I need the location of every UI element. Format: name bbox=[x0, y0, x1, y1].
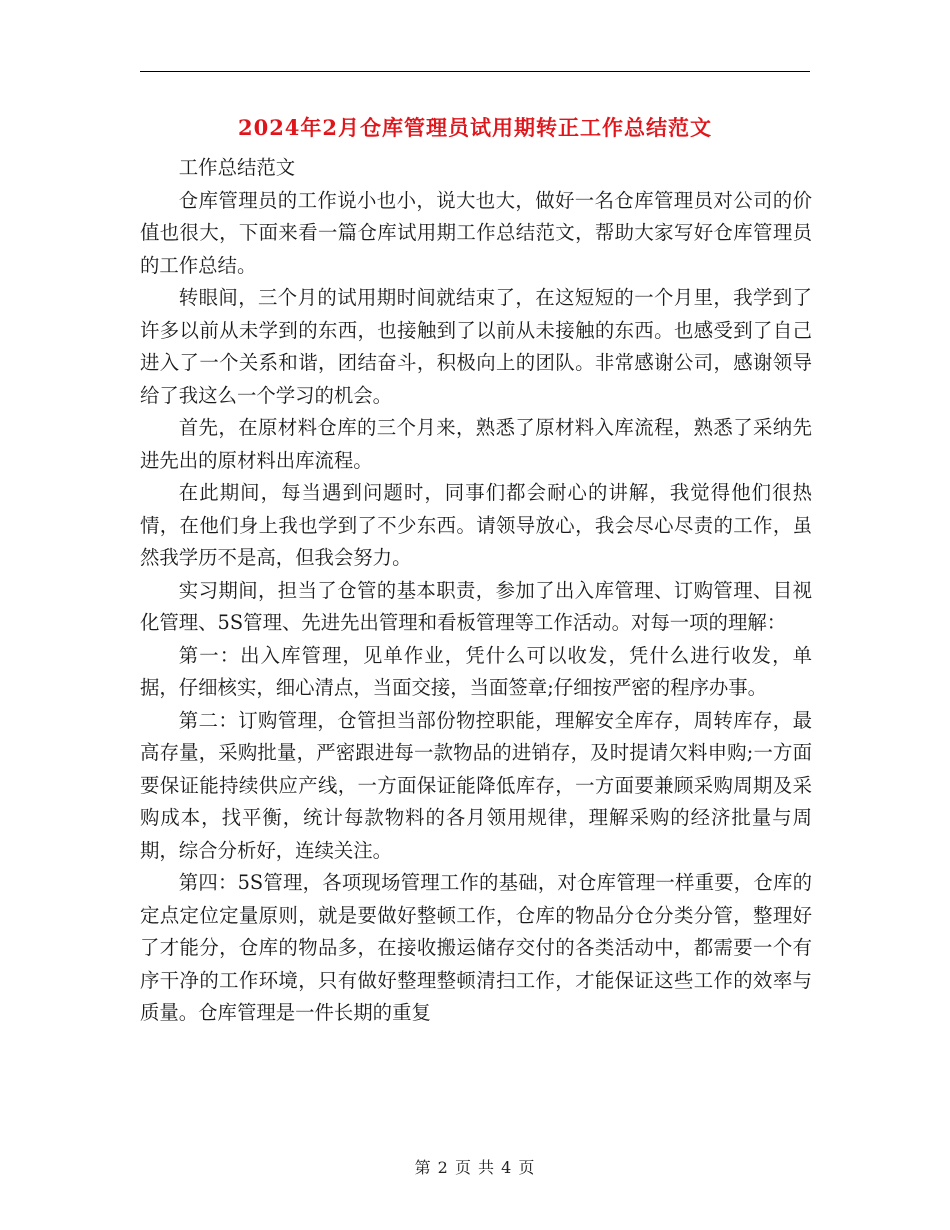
document-body bbox=[140, 152, 812, 1030]
paragraph: 第二：订购管理，仓管担当部份物控职能，理解安全库存，周转库存，最高存量，采购批量，严密跟进每一款物品的进销存，及时提请欠料申购;一方面要保证能持续供应产线，一方面保证能降低库存，一方面要兼顾采购周期及采购成本，找平衡，统计每款物料的各月领用规律，理解采购的经济批量与周期，综合分析好，连续关注。 bbox=[140, 708, 812, 862]
paragraph-subtitle: 工作总结范文 bbox=[178, 156, 296, 179]
paragraph: 第一：出入库管理，见单作业，凭什么可以收发，凭什么进行收发，单据，仔细核实，细心清点，当面交接，当面签章;仔细按严密的程序办事。 bbox=[140, 643, 812, 699]
paragraph: 在此期间，每当遇到问题时，同事们都会耐心的讲解，我觉得他们很热情，在他们身上我也学到了不少东西。请领导放心，我会尽心尽责的工作，虽然我学历不是高，但我会努力。 bbox=[140, 481, 812, 569]
document-title: 2024年2月仓库管理员试用期转正工作总结范文 bbox=[237, 115, 713, 140]
paragraph: 仓库管理员的工作说小也小，说大也大，做好一名仓库管理员对公司的价值也很大，下面来看一篇仓库试用期工作总结范文，帮助大家写好仓库管理员的工作总结。 bbox=[140, 188, 812, 277]
paragraph: 首先，在原材料仓库的三个月来，熟悉了原材料入库流程，熟悉了采纳先进先出的原材料出库流程。 bbox=[140, 416, 812, 472]
header-rule bbox=[140, 71, 810, 72]
paragraph: 转眼间，三个月的试用期时间就结束了，在这短短的一个月里，我学到了许多以前从未学到的东西，也接触到了以前从未接触的东西。也感受到了自己进入了一个关系和谐，团结奋斗，积极向上的团队。非常感谢公司，感谢领导给了我这么一个学习的机会。 bbox=[140, 286, 812, 407]
paragraph: 实习期间，担当了仓管的基本职责，参加了出入库管理、订购管理、目视化管理、5S管理、先进先出管理和看板管理等工作活动。对每一项的理解： bbox=[140, 578, 812, 634]
page-number-footer: 第 2 页 共 4 页 bbox=[414, 1158, 536, 1177]
paragraph: 第四：5S管理，各项现场管理工作的基础，对仓库管理一样重要，仓库的定点定位定量原则，就是要做好整顿工作，仓库的物品分仓分类分管，整理好了才能分，仓库的物品多，在接收搬运储存交付的各类活动中，都需要一个有序干净的工作环境，只有做好整理整顿清扫工作，才能保证这些工作的效率与质量。仓库管理是一件长期的重复 bbox=[140, 871, 812, 1024]
